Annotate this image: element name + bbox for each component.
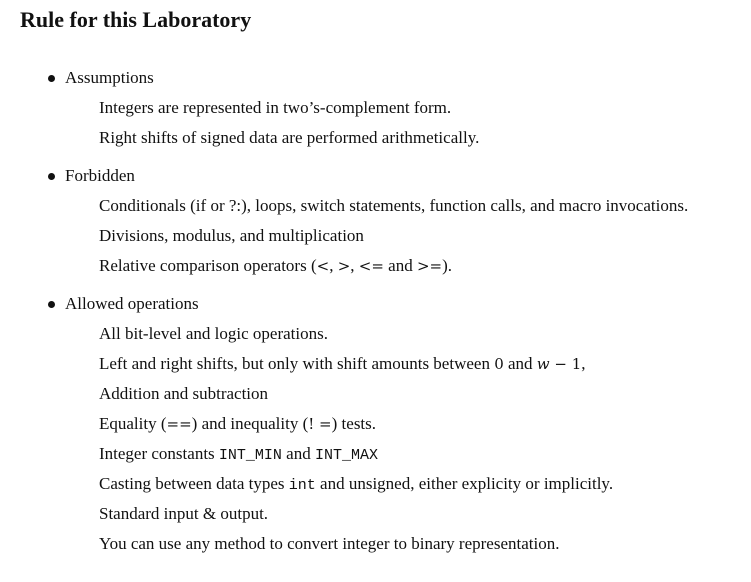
bullet-forbidden xyxy=(48,165,135,187)
bullet-dot-icon xyxy=(48,75,55,82)
list-item: Standard input & output. xyxy=(99,504,269,523)
text-part: Relative comparison operators ( xyxy=(99,256,317,275)
operator-ne: ! = xyxy=(308,415,332,433)
text-part: and xyxy=(503,354,537,373)
list-item: Right shifts of signed data are performed arithmetically. xyxy=(99,128,480,147)
text-part: Casting between data types xyxy=(99,474,289,493)
operator-lt: < xyxy=(316,257,330,275)
operator-ge: >= xyxy=(416,257,443,275)
list-item: Conditionals (if or ?:), loops, switch statements, function calls, and macro invocations. xyxy=(99,196,689,215)
operator-le: <= xyxy=(358,257,384,275)
list-item: Integers are represented in two’s-complement form. xyxy=(99,98,452,117)
bullet-dot-icon xyxy=(48,173,55,180)
list-item: Divisions, modulus, and multiplication xyxy=(99,226,364,245)
text-part: , xyxy=(350,256,359,275)
list-item-relative-comparison xyxy=(99,255,452,277)
bullet-assumptions xyxy=(48,67,154,89)
list-item-equality xyxy=(99,413,376,435)
bullet-allowed-operations xyxy=(48,293,199,315)
page-title: Rule for this Laboratory xyxy=(20,7,252,32)
text-part: Equality ( xyxy=(99,414,167,433)
text-part: Integer constants xyxy=(99,444,219,463)
number-zero: 0 xyxy=(494,355,504,373)
operator-eq: == xyxy=(166,415,192,433)
list-item: Addition and subtraction xyxy=(99,384,269,403)
list-item: You can use any method to convert integer to binary representation. xyxy=(99,534,560,553)
list-item: All bit-level and logic operations. xyxy=(99,324,328,343)
operator-gt: > xyxy=(337,257,351,275)
code-int-max: INT_MAX xyxy=(314,447,378,464)
code-int-min: INT_MIN xyxy=(218,447,282,464)
minus-one: − 1 xyxy=(549,355,582,373)
text-part: ). xyxy=(442,256,453,275)
text-part: and xyxy=(281,444,315,463)
text-part: ) and inequality ( xyxy=(191,414,309,433)
section-label: Forbidden xyxy=(65,166,135,185)
section-label: Assumptions xyxy=(65,68,154,87)
variable-w: w xyxy=(536,355,550,373)
text-part: and unsigned, either explicity or implicitly. xyxy=(315,474,614,493)
list-item-shifts xyxy=(99,353,586,375)
text-part: , xyxy=(329,256,338,275)
text-part: and xyxy=(383,256,417,275)
section-label: Allowed operations xyxy=(65,294,199,313)
text-part: Left and right shifts, but only with shift amounts between xyxy=(99,354,495,373)
text-part: , xyxy=(581,354,586,373)
code-int: int xyxy=(288,477,316,494)
text-part: ) tests. xyxy=(331,414,377,433)
list-item-casting xyxy=(99,473,613,497)
bullet-dot-icon xyxy=(48,301,55,308)
list-item-constants xyxy=(99,443,378,467)
